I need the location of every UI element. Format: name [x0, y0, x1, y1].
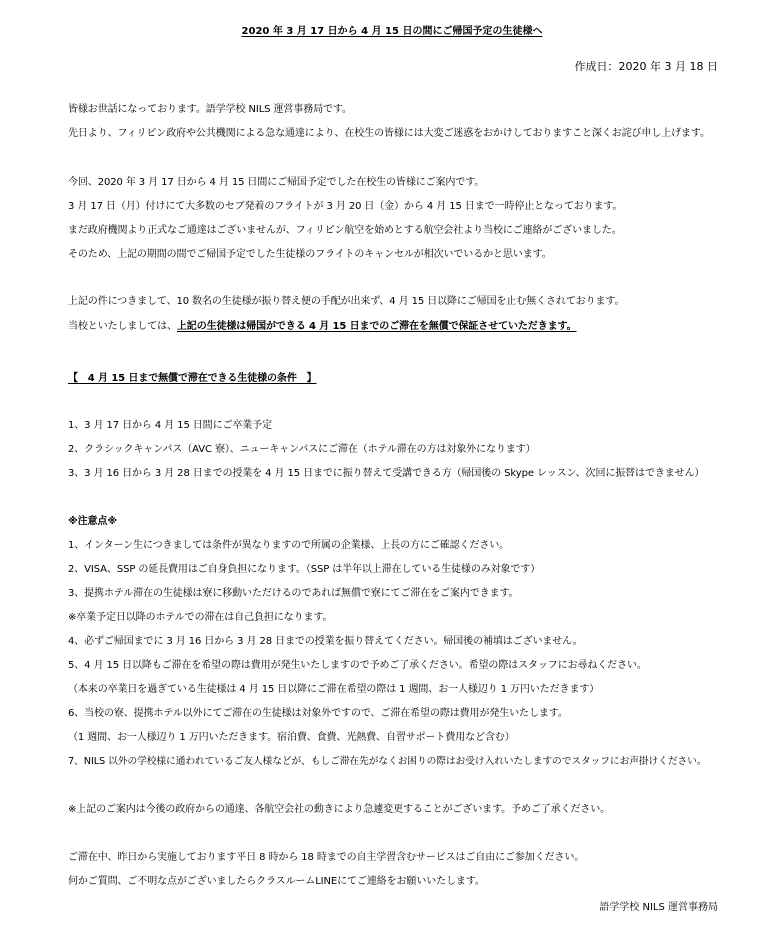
condition-item: 1、3 月 17 日から 4 月 15 日間にご卒業予定	[68, 420, 272, 431]
paragraph-line: まだ政府機関より正式なご通達はございませんが、フィリピン航空を始めとする航空会社より当校にご連絡がございました。	[68, 225, 622, 236]
guarantee-emphasis: 上記の生徒様は帰国ができる 4 月 15 日までのご滞在を無償で保証させていただきます。	[176, 321, 577, 332]
guarantee-line	[68, 320, 577, 334]
closing-line: 何かご質問、ご不明な点がございましたらクラスルームLINEにてご連絡をお願いいたします。	[68, 876, 485, 887]
note-item: 6、当校の寮、提携ホテル以外にてご滞在の生徒様は対象外ですので、ご滞在希望の際は費用が発生いたします。	[68, 708, 568, 719]
creation-date: 作成日：2020 年 3 月 18 日	[574, 60, 718, 73]
note-item: 7、NILS 以外の学校様に通われているご友人様などが、もしご滞在先がなくお困りの際はお受け入れいたしますのでスタッフにお声掛けください。	[68, 756, 707, 767]
note-item: （1 週間、お一人様辺り 1 万円いただきます。宿泊費、食費、光熱費、自習サポート費用など含む）	[68, 732, 515, 743]
paragraph-line: 今回、2020 年 3 月 17 日から 4 月 15 日間にご帰国予定でした在校生の皆様にご案内です。	[68, 177, 485, 188]
note-item: 3、提携ホテル滞在の生徒様は寮に移動いただけるのであれば無償で寮にてご滞在をご案内できます。	[68, 588, 519, 599]
paragraph-line: 3 月 17 日（月）付けにて大多数のセブ発着のフライトが 3 月 20 日（金）から 4 月 15 日まで一時停止となっております。	[68, 201, 623, 212]
note-item: ※卒業予定日以降のホテルでの滞在は自己負担になります。	[68, 612, 333, 623]
closing-line: ご滞在中、昨日から実施しております平日 8 時から 18 時までの自主学習含むサービスはご自由にご参加ください。	[68, 852, 585, 863]
note-item: 4、必ずご帰国までに 3 月 16 日から 3 月 28 日までの授業を振り替えてください。帰国後の補填はございません。	[68, 636, 583, 647]
signature: 語学学校 NILS 運営事務局	[599, 902, 718, 913]
change-note: ※上記のご案内は今後の政府からの通達、各航空会社の動きにより急遽変更することがございます。予めご了承ください。	[68, 804, 611, 815]
condition-item: 2、クラシックキャンパス（AVC 寮）、ニューキャンパスにご滞在（ホテル滞在の方は対象外になります）	[68, 444, 536, 455]
note-item: 2、VISA、SSP の延長費用はご自身負担になります。（SSP は半年以上滞在している生徒様のみ対象です）	[68, 564, 541, 575]
paragraph-line: そのため、上記の期間の間でご帰国予定でした生徒様のフライトのキャンセルが相次いでいるかと思います。	[68, 249, 552, 260]
paragraph-line: 上記の件につきまして、10 数名の生徒様が振り替え便の手配が出来ず、4 月 15 日以降にご帰国を止む無くされております。	[68, 296, 625, 307]
note-item: （本来の卒業日を過ぎている生徒様は 4 月 15 日以降にご滞在希望の際は 1 週間、お一人様辺り 1 万円いただきます）	[68, 684, 600, 695]
document-title: 2020 年 3 月 17 日から 4 月 15 日の間にご帰国予定の生徒様へ	[241, 26, 543, 37]
guarantee-prefix: 当校といたしましては、	[68, 321, 177, 332]
conditions-heading: 【 4 月 15 日まで無償で滞在できる生徒様の条件 】	[68, 373, 317, 384]
condition-item: 3、3 月 16 日から 3 月 28 日までの授業を 4 月 15 日までに振り替えて受講できる方（帰国後の Skype レッスン、次回に振替はできません）	[68, 468, 705, 479]
note-item: 1、インターン生につきましては条件が異なりますので所属の企業様、上長の方にご確認ください。	[68, 540, 510, 551]
intro-line: 先日より、フィリピン政府や公共機関による急な通達により、在校生の皆様には大変ご迷惑をおかけしておりますこと深くお詫び申し上げます。	[68, 128, 710, 139]
notes-heading: ※注意点※	[68, 516, 117, 527]
note-item: 5、4 月 15 日以降もご滞在を希望の際は費用が発生いたしますので予めご了承ください。希望の際はスタッフにお尋ねください。	[68, 660, 647, 671]
intro-line: 皆様お世話になっております。語学学校 NILS 運営事務局です。	[68, 104, 352, 115]
